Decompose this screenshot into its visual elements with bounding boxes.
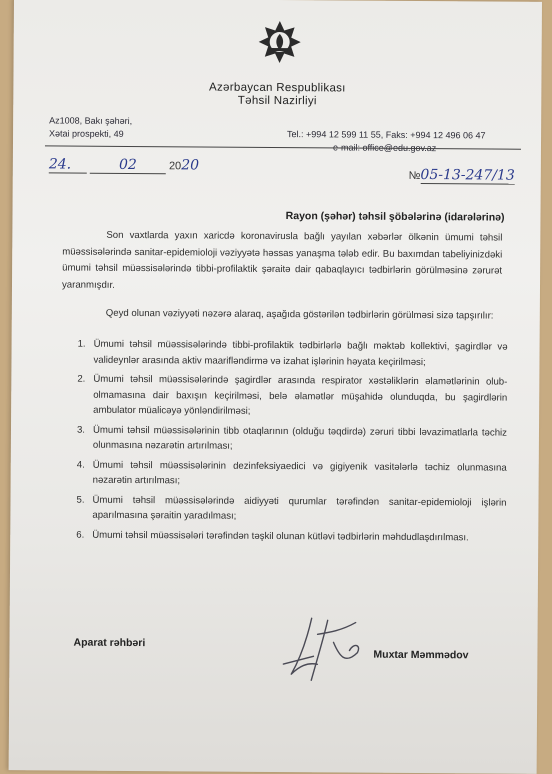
- letter-page: [9, 0, 542, 774]
- signatory-name: Muxtar Məmmədov: [373, 648, 469, 662]
- address-line-1: Az1008, Bakı şəhəri,: [49, 115, 133, 126]
- paragraph-instruction: Qeyd olunan vəziyyəti nəzərə alaraq, aşağıda göstərilən tədbirlərin görülməsi sizə tapşırılır:: [105, 307, 494, 322]
- email-address: e-mail: office@edu.gov.az: [332, 142, 437, 154]
- paragraph-intro: Son vaxtlarda yaxın xaricdə koronavirusla bağlı yayılan xəbərlər ölkənin ümumi təhsil müəssisələrində sanitar-epidemioloji vəziyyətə həssas yanaşma tələb edir. Bu baxımdan tabeliyinizdəki ümumi təhsil müəssisələrində tibbi-profilaktik şəraitə dair qabaqlayıcı tədbirlərin görülməsinə zərurət yaranmışdır.: [61, 229, 503, 291]
- reference-number: [409, 167, 515, 184]
- date-day: 24.: [48, 156, 72, 173]
- list-item: 5. Ümumi təhsil müəssisələrində aidiyyəti qurumlar tərəfindən sanitar-epidemioloji işlərin aparılmasına şəraitin yaradılması;: [76, 494, 507, 522]
- document-date: [49, 156, 199, 174]
- ministry-address: [49, 114, 132, 141]
- ministry-name: Təhsil Nazirliyi: [237, 94, 317, 108]
- address-line-2: Xətai prospekti, 49: [49, 128, 124, 139]
- signatory-position: Aparat rəhbəri: [73, 636, 146, 650]
- handwritten-signature: [271, 612, 372, 689]
- addressee: Rayon (şəhər) təhsil şöbələrinə (idarələrinə): [285, 210, 505, 224]
- list-item: 4. Ümumi təhsil müəssisələrinin dezinfeksiyaedici və gigiyenik vasitələrlə təchiz olunmasına nəzarətin artırılması;: [76, 459, 507, 487]
- date-month: 02: [118, 156, 137, 174]
- reference-value: 05-13-247/13: [420, 166, 515, 184]
- state-emblem-icon: [258, 20, 302, 64]
- list-item: 2. Ümumi təhsil müəssisələrində şagirdlər arasında respirator xəstəliklərin əlamətlərinin olub-olmamasına dair baxışın keçirilməsi, belə əlamətlər müşahidə olunduqda, bu şagirdlərin ambulator müalicəyə yönləndirilməsi;: [77, 373, 508, 417]
- date-year-prefix: 20: [168, 160, 182, 173]
- republic-name: Azərbaycan Respublikası: [209, 81, 346, 95]
- list-item: 6. Ümumi təhsil müəssisələri tərəfindən təşkil olunan kütləvi tədbirlərin məhdudlaşdırılması.: [76, 529, 469, 543]
- contact-block: [287, 128, 517, 156]
- reference-label: №: [408, 169, 421, 182]
- list-item: 3. Ümumi təhsil müəssisələrinin tibb otaqlarının (olduğu təqdirdə) zəruri tibbi ləvazimatlarla təchiz olunmasına nəzarətin artırılması;: [76, 424, 508, 452]
- phone-fax: Tel.: +994 12 599 11 55, Faks: +994 12 496 06 47: [287, 129, 486, 141]
- measures-list: [60, 336, 507, 549]
- list-item: 1. Ümumi təhsil müəssisələrində tibbi-profilaktik tədbirlərlə bağlı məktəb kollektivi, şagirdlər və valideynlər arasında aktiv maarifləndirmə və izahat işlərinin həyata keçirilməsi;: [77, 338, 508, 368]
- date-year-suffix: 20: [181, 157, 200, 174]
